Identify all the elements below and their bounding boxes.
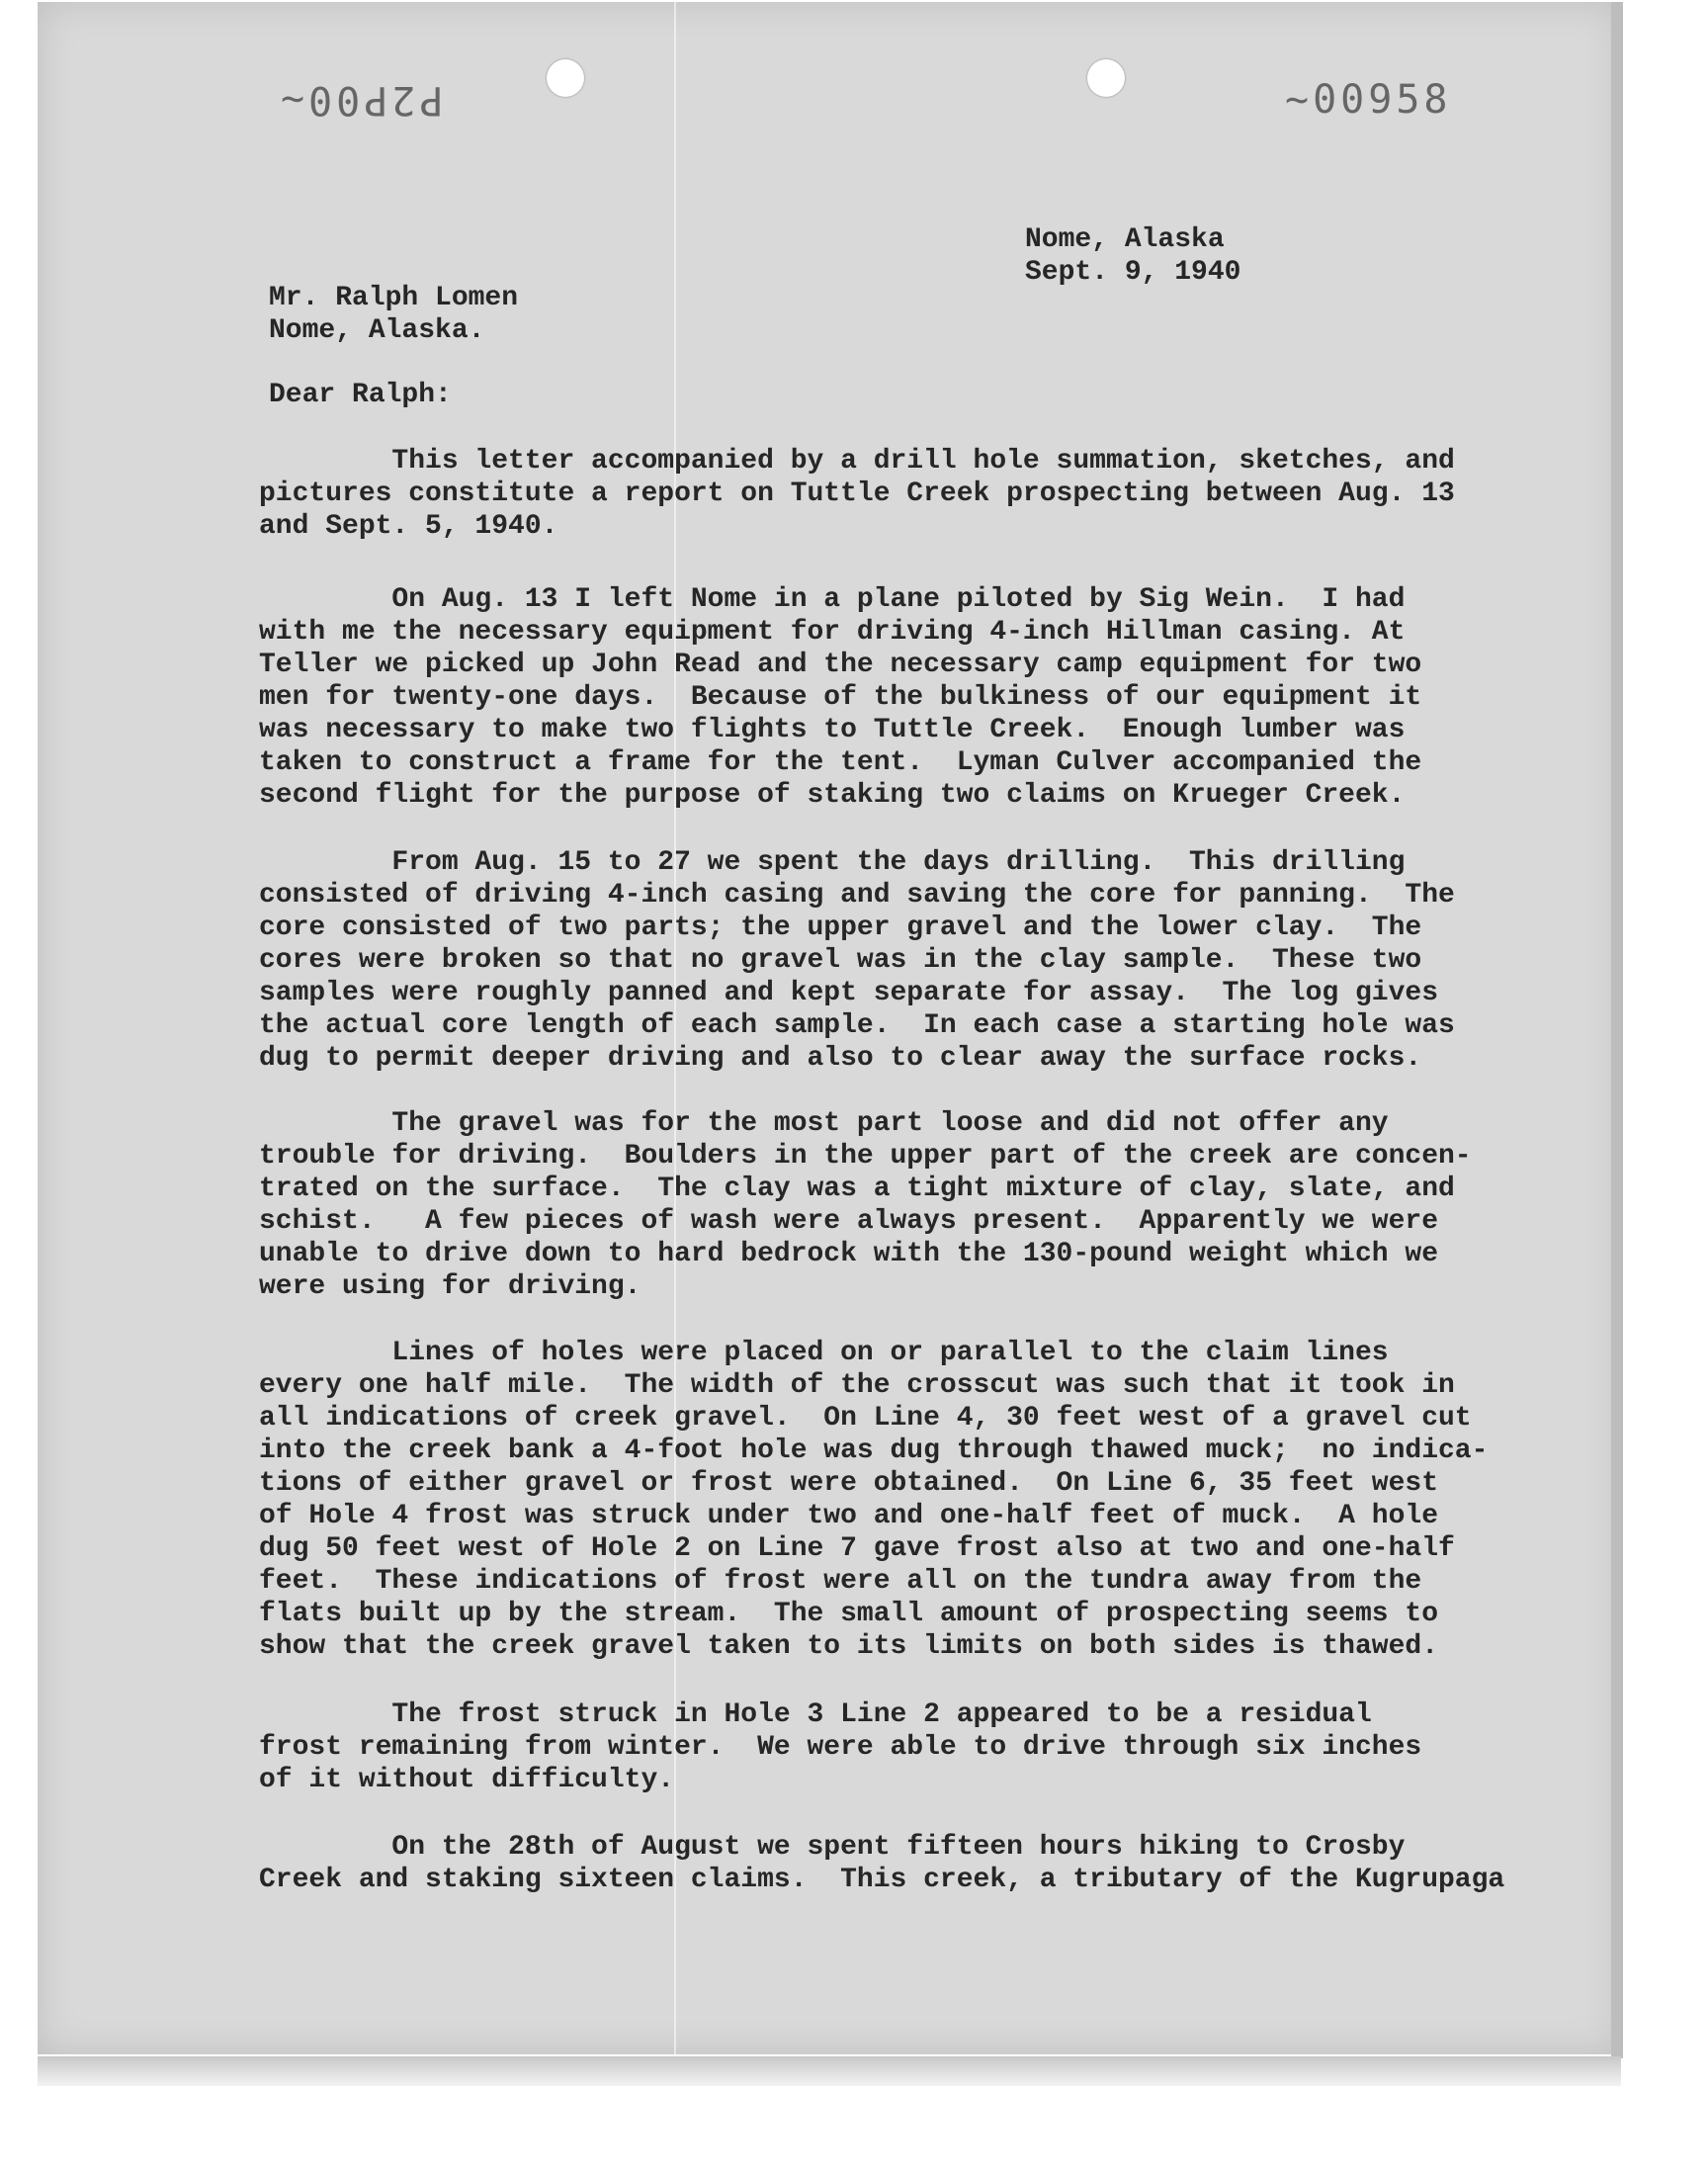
- paragraph-2: [259, 583, 1485, 812]
- paragraph-4: [259, 1107, 1485, 1303]
- paragraph-line: tions of either gravel or frost were obtained. On Line 6, 35 feet west: [259, 1468, 1438, 1499]
- paragraph-line: Teller we picked up John Read and the necessary camp equipment for two: [259, 650, 1422, 680]
- paragraph-line: frost remaining from winter. We were able to drive through six inches: [259, 1732, 1422, 1763]
- punch-hole-right: [1087, 59, 1125, 97]
- paragraph-line: Lines of holes were placed on or parallel to the claim lines: [259, 1338, 1389, 1368]
- paragraph-line: The frost struck in Hole 3 Line 2 appeared to be a residual: [259, 1699, 1372, 1730]
- paragraph-line: men for twenty-one days. Because of the bulkiness of our equipment it: [259, 682, 1422, 713]
- paragraph-line: trated on the surface. The clay was a tight mixture of clay, slate, and: [259, 1174, 1455, 1204]
- punch-hole-left: [547, 59, 584, 97]
- paragraph-line: Creek and staking sixteen claims. This creek, a tributary of the Kugrupaga: [259, 1865, 1505, 1895]
- paragraph-line: and Sept. 5, 1940.: [259, 511, 558, 542]
- paragraph-line: samples were roughly panned and kept separate for assay. The log gives: [259, 978, 1438, 1008]
- paragraph-6: [259, 1698, 1485, 1796]
- paragraph-line: taken to construct a frame for the tent. Lyman Culver accompanied the: [259, 747, 1422, 778]
- recipient-address: Nome, Alaska.: [269, 315, 485, 346]
- paragraph-line: unable to drive down to hard bedrock with the 130-pound weight which we: [259, 1239, 1438, 1269]
- paragraph-line: dug to permit deeper driving and also to clear away the surface rocks.: [259, 1043, 1422, 1074]
- paragraph-line: with me the necessary equipment for driving 4-inch Hillman casing. At: [259, 617, 1406, 648]
- paragraph-line: dug 50 feet west of Hole 2 on Line 7 gave frost also at two and one-half: [259, 1533, 1455, 1564]
- paragraph-line: The gravel was for the most part loose and did not offer any: [259, 1108, 1389, 1139]
- scan-bottom-strip: [38, 2056, 1621, 2086]
- stamp-number-right: ~00958: [1285, 77, 1452, 123]
- paragraph-line: flats built up by the stream. The small amount of prospecting seems to: [259, 1599, 1438, 1629]
- paragraph-line: into the creek bank a 4-foot hole was dug through thawed muck; no indica-: [259, 1436, 1489, 1466]
- header-place: Nome, Alaska: [1025, 224, 1225, 255]
- paragraph-line: show that the creek gravel taken to its limits on both sides is thawed.: [259, 1631, 1438, 1662]
- paragraph-line: of Hole 4 frost was struck under two and one-half feet of muck. A hole: [259, 1501, 1438, 1531]
- paragraph-line: On the 28th of August we spent fifteen hours hiking to Crosby: [259, 1832, 1406, 1863]
- paragraph-7: [259, 1831, 1505, 1896]
- paragraph-line: core consisted of two parts; the upper gravel and the lower clay. The: [259, 913, 1422, 943]
- paragraph-line: was necessary to make two flights to Tuttle Creek. Enough lumber was: [259, 715, 1406, 745]
- sheet-shadow-edge: [1611, 2, 1623, 2058]
- paragraph-line: feet. These indications of frost were all on the tundra away from the: [259, 1566, 1422, 1597]
- paragraph-line: schist. A few pieces of wash were always present. Apparently we were: [259, 1206, 1438, 1237]
- paragraph-line: From Aug. 15 to 27 we spent the days drilling. This drilling: [259, 847, 1406, 878]
- paragraph-line: consisted of driving 4-inch casing and saving the core for panning. The: [259, 880, 1455, 911]
- paragraph-line: were using for driving.: [259, 1271, 641, 1302]
- paragraph-line: second flight for the purpose of staking two claims on Krueger Creek.: [259, 780, 1406, 811]
- stamp-number-left: P2P00~: [277, 77, 444, 123]
- paragraph-5: [259, 1337, 1489, 1663]
- salutation: Dear Ralph:: [269, 380, 452, 410]
- paragraph-line: trouble for driving. Boulders in the upper part of the creek are concen-: [259, 1141, 1472, 1172]
- paragraph-1: [259, 445, 1485, 543]
- paragraph-3: [259, 846, 1485, 1075]
- paragraph-line: On Aug. 13 I left Nome in a plane piloted by Sig Wein. I had: [259, 584, 1406, 615]
- paragraph-line: of it without difficulty.: [259, 1765, 675, 1795]
- paragraph-line: pictures constitute a report on Tuttle Creek prospecting between Aug. 13: [259, 478, 1455, 509]
- paragraph-line: This letter accompanied by a drill hole summation, sketches, and: [259, 446, 1455, 477]
- paragraph-line: cores were broken so that no gravel was in the clay sample. These two: [259, 945, 1422, 976]
- header-date: Sept. 9, 1940: [1025, 257, 1241, 288]
- paragraph-line: the actual core length of each sample. In each case a starting hole was: [259, 1010, 1455, 1041]
- recipient-name: Mr. Ralph Lomen: [269, 283, 519, 313]
- paragraph-line: all indications of creek gravel. On Line 4, 30 feet west of a gravel cut: [259, 1403, 1472, 1434]
- paragraph-line: every one half mile. The width of the crosscut was such that it took in: [259, 1370, 1455, 1401]
